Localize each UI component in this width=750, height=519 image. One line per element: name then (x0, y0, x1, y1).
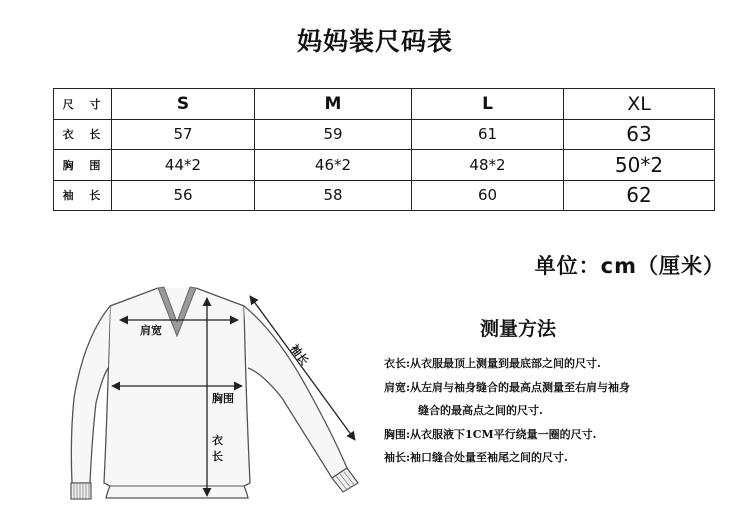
method-line-shoulder-cont: 缝合的最高点之间的尺寸. (418, 404, 543, 417)
cell-value: 57 (112, 119, 255, 150)
size-s-header: S (112, 89, 255, 120)
size-xl-header: XL (564, 89, 715, 120)
shoulder-label: 肩宽 (140, 324, 162, 337)
size-l-header: L (412, 89, 564, 120)
row-label-sleeve: 袖 长 (54, 180, 112, 211)
cell-value: 50*2 (564, 150, 715, 181)
left-sleeve-outline (71, 306, 110, 483)
table-row (54, 119, 715, 150)
row-label-length: 衣 长 (54, 119, 112, 150)
header-label: 尺 寸 (54, 89, 112, 120)
length-label-1: 衣 (212, 434, 223, 447)
cell-value: 48*2 (412, 150, 564, 181)
table-row (54, 150, 715, 181)
method-list (384, 352, 744, 470)
table-row (54, 180, 715, 211)
sweater-diagram (62, 278, 372, 510)
method-line-sleeve: 袖长:袖口缝合处量至袖尾之间的尺寸. (384, 451, 568, 464)
table-header-row (54, 89, 715, 120)
cell-value: 62 (564, 180, 715, 211)
size-m-header: M (255, 89, 412, 120)
cell-value: 63 (564, 119, 715, 150)
cell-value: 59 (255, 119, 412, 150)
cell-value: 61 (412, 119, 564, 150)
cell-value: 56 (112, 180, 255, 211)
cell-value: 46*2 (255, 150, 412, 181)
length-label-2: 长 (212, 450, 223, 463)
method-line-length: 衣长:从衣服最顶上测量到最底部之间的尺寸. (384, 357, 601, 370)
sleeve-label: 袖长 (287, 342, 312, 368)
cell-value: 44*2 (112, 150, 255, 181)
cell-value: 60 (412, 180, 564, 211)
method-title: 测量方法 (480, 318, 557, 340)
chest-label: 胸围 (212, 392, 234, 405)
size-table (53, 88, 715, 211)
sweater-svg (62, 278, 372, 510)
method-line-shoulder: 肩宽:从左肩与袖身缝合的最高点测量至右肩与袖身 (384, 380, 631, 394)
row-label-chest: 胸 围 (54, 150, 112, 181)
cell-value: 58 (255, 180, 412, 211)
right-sleeve-outline (244, 306, 347, 478)
page-title: 妈妈装尺码表 (296, 27, 453, 56)
unit-label: 单位：cm（厘米） (534, 254, 725, 278)
method-line-chest: 胸围:从衣服液下1CM平行绕量一圈的尺寸. (384, 427, 597, 441)
